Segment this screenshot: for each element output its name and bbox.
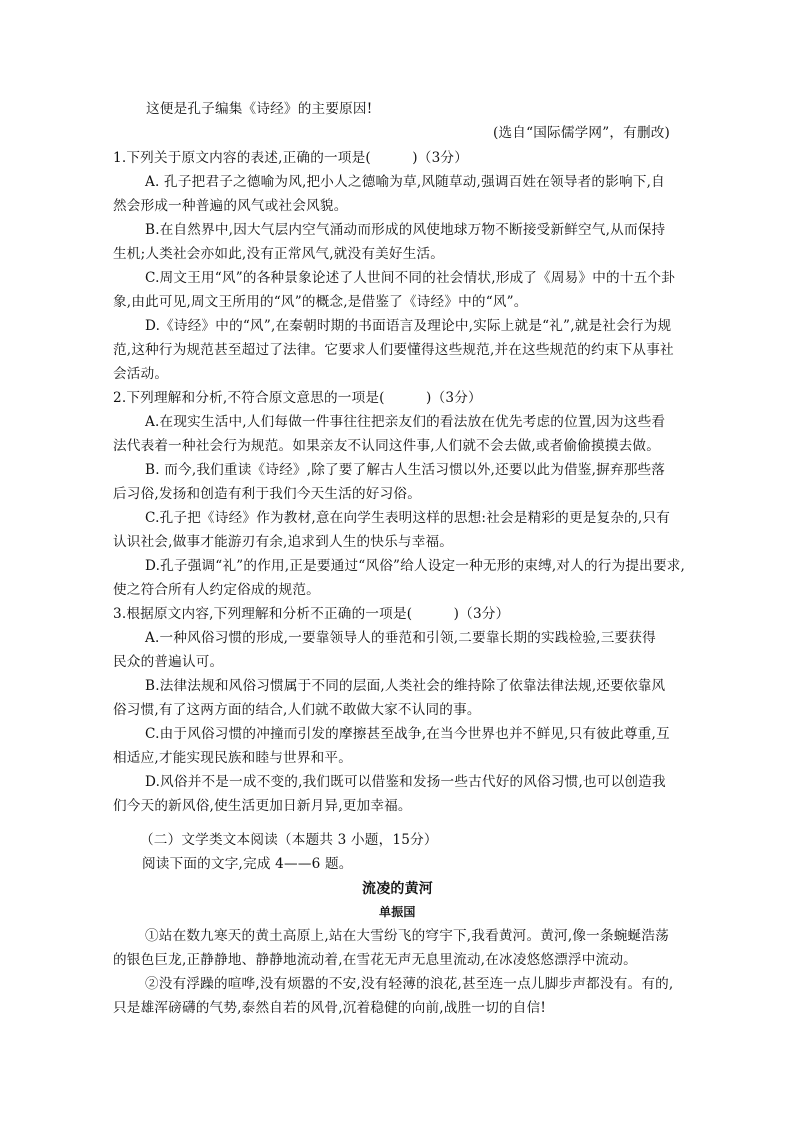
q3-option-d: D.风俗并不是一成不变的,我们既可以借鉴和发扬一些古代好的风俗习惯,也可以创造我 <box>145 774 666 790</box>
q1-option-c: C.周文王用“风”的各种景象论述了人世间不同的社会情状,形成了《周易》中的十五个卦 <box>145 270 676 286</box>
passage-author: 单振国 <box>379 905 416 919</box>
paragraph-2: ②没有浮躁的喧哗,没有烦嚣的不安,没有轻薄的浪花,甚至连一点儿脚步声都没有。有的, <box>145 976 674 992</box>
q3-option-c: C.由于风俗习惯的冲撞而引发的摩擦甚至战争,在当今世界也并不鲜见,只有彼此尊重,互 <box>145 726 670 742</box>
q2-option-c-cont: 认识社会,做事才能游刃有余,追求到人生的快乐与幸福。 <box>113 534 454 550</box>
q2-option-a-cont: 法代表着一种社会行为规范。如果亲友不认同这件事,人们就不会去做,或者偷偷摸摸去做。 <box>113 438 660 454</box>
q3-option-b-cont: 俗习惯,有了这两方面的结合,人们就不敢做大家不认同的事。 <box>113 702 481 718</box>
section-heading: （二）文学类文本阅读（本题共 3 小题，15分） <box>140 832 438 848</box>
q1-option-d: D.《诗经》中的“风”,在秦朝时期的书面语言及理论中,实际上就是“礼”,就是社会行为规 <box>145 318 672 334</box>
question-2-stem: 2.下列理解和分析,不符合原文意思的一项是( )（3分） <box>113 390 482 406</box>
q2-option-d-cont: 使之符合所有人约定俗成的规范。 <box>113 582 320 598</box>
q1-option-b-cont: 生机;人类社会亦如此,没有正常风气,就没有美好生活。 <box>113 246 445 262</box>
paragraph-1-cont: 的银色巨龙,正静静地、静静地流动着,在雪花无声无息里流动,在冰凌悠悠漂浮中流动。 <box>113 952 637 968</box>
q2-option-d: D.孔子强调“礼”的作用,正是要通过“风俗”给人设定一种无形的束缚,对人的行为提出要求, <box>145 558 686 574</box>
q3-option-d-cont: 们今天的新风俗,使生活更加日新月异,更加幸福。 <box>113 798 412 814</box>
q1-option-d-cont: 范,这种行为规范甚至超过了法律。它要求人们要懂得这些规范,并在这些规范的约束下从事社 <box>113 342 674 358</box>
q2-option-a: A.在现实生活中,人们每做一件事往往把亲友们的看法放在优先考虑的位置,因为这些看 <box>145 414 666 430</box>
paragraph-2-cont: 只是雄浑磅礴的气势,泰然自若的风骨,沉着稳健的向前,战胜一切的自信! <box>113 1000 547 1016</box>
q1-option-a: A. 孔子把君子之德喻为风,把小人之德喻为草,风随草动,强调百姓在领导者的影响下,自 <box>145 174 665 190</box>
source-note: (选自“国际儒学网”，有删改) <box>493 125 671 141</box>
q3-option-b: B.法律法规和风俗习惯属于不同的层面,人类社会的维持除了依靠法律法规,还要依靠风 <box>145 678 666 694</box>
question-1-stem: 1.下列关于原文内容的表述,正确的一项是( )（3分） <box>113 150 469 166</box>
reading-instruction: 阅读下面的文字,完成 4——6 题。 <box>142 856 353 872</box>
q2-option-b: B. 而今,我们重读《诗经》,除了要了解古人生活习惯以外,还要以此为借鉴,摒弃那些落 <box>145 462 666 478</box>
closing-sentence: 这便是孔子编集《诗经》的主要原因! <box>146 101 373 117</box>
q3-option-c-cont: 相适应,才能实现民族和睦与世界和平。 <box>113 750 353 766</box>
passage-title: 流凌的黄河 <box>362 881 433 897</box>
q1-option-c-cont: 象,由此可见,周文王所用的“风”的概念,是借鉴了《诗经》中的“风”。 <box>113 294 528 310</box>
question-3-stem: 3.根据原文内容,下列理解和分析不正确的一项是( )（3分） <box>113 606 510 622</box>
q1-option-a-cont: 然会形成一种普遍的风气或社会风貌。 <box>113 198 348 214</box>
q2-option-b-cont: 后习俗,发扬和创造有利于我们今天生活的好习俗。 <box>113 486 421 502</box>
q1-option-b: B.在自然界中,因大气层内空气涌动而形成的风使地球万物不断接受新鲜空气,从而保持 <box>145 222 666 238</box>
q3-option-a-cont: 民众的普遍认可。 <box>113 654 224 670</box>
q2-option-c: C.孔子把《诗经》作为教材,意在向学生表明这样的思想:社会是精彩的更是复杂的,只有 <box>145 510 671 526</box>
q3-option-a: A.一种风俗习惯的形成,一要靠领导人的垂范和引领,二要靠长期的实践检验,三要获得 <box>145 630 656 646</box>
q1-option-d-cont2: 会活动。 <box>113 366 169 382</box>
paragraph-1: ①站在数九寒天的黄土高原上,站在大雪纷飞的穹宇下,我看黄河。黄河,像一条蜿蜒浩荡 <box>145 928 669 944</box>
